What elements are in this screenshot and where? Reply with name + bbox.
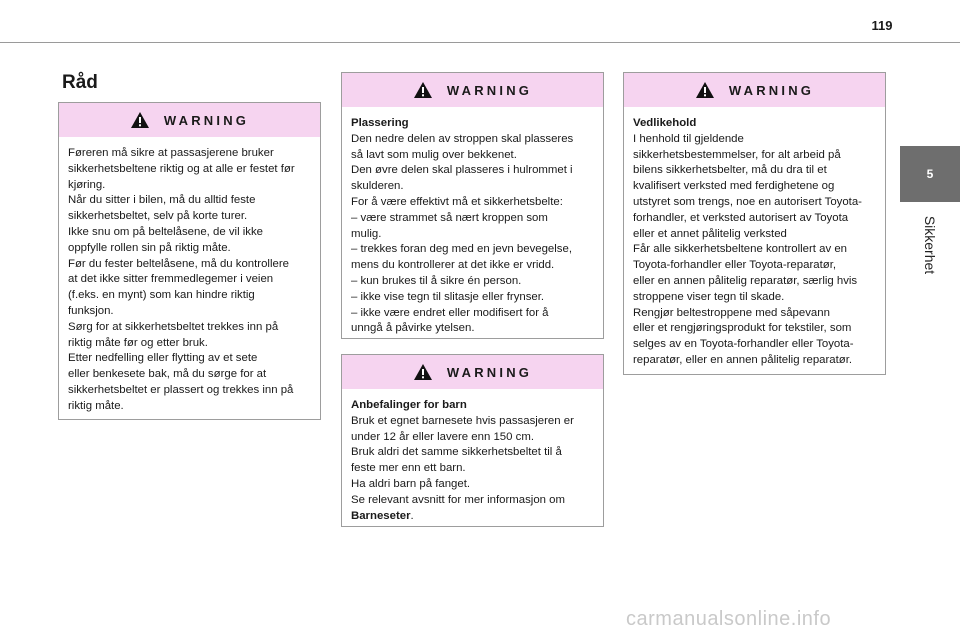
warning-text-line: Toyota-forhandler eller Toyota-reparatør, — [633, 259, 837, 272]
warning-text — [68, 146, 311, 415]
warning-triangle-icon — [130, 111, 150, 129]
warning-text-line: stroppene viser tegn til skade. — [633, 290, 785, 303]
warning-text-line: eller benkesete bak, må du sørge for at — [68, 368, 267, 381]
warning-text-line: Bruk et egnet barnesete hvis passasjeren er — [351, 414, 574, 427]
warning-text-line: For å være effektivt må et sikkerhetsbelte: — [351, 195, 563, 208]
warning-text-line: – trekkes foran deg med en jevn bevegelse, — [351, 243, 572, 256]
warning-box-children — [341, 354, 604, 527]
warning-text-line: Når du sitter i bilen, må du alltid feste — [68, 194, 256, 207]
warning-text-line: reparatør, eller en annen pålitelig reparatør. — [633, 353, 853, 366]
warning-text-line: sikkerhetsbeltene riktig og at alle er festet før — [68, 162, 295, 175]
warning-text-line: Den øvre delen skal plasseres i hulrommet i — [351, 164, 573, 177]
page-number: 119 — [871, 18, 893, 33]
warning-header — [624, 73, 885, 107]
warning-text-line: forhandler, et verksted autorisert av Toyota — [633, 211, 849, 224]
warning-title: WARNING — [163, 112, 250, 128]
warning-text-line: at det ikke sitter fremmedlegemer i veien — [68, 273, 274, 286]
header-divider — [0, 42, 960, 43]
warning-text-line: sikkerhetsbeltet er plassert og trekkes inn på — [68, 383, 294, 396]
warning-text — [633, 116, 876, 369]
warning-triangle-icon — [413, 81, 433, 99]
warning-text-line: sikkerhetsbeltet, selv på korte turer. — [68, 210, 248, 223]
warning-title: WARNING — [446, 364, 533, 380]
watermark: carmanualsonline.info — [626, 608, 832, 630]
warning-body — [342, 389, 603, 532]
warning-text-line: under 12 år eller lavere enn 150 cm. — [351, 430, 534, 443]
warning-text-line: kjøring. — [68, 178, 106, 191]
warning-text-line: Ikke snu om på beltelåsene, de vil ikke — [68, 225, 264, 238]
warning-text-line: selges av en Toyota-forhandler eller Toyota- — [633, 338, 854, 351]
warning-text-line: eller en annen pålitelig reparatør, særlig hvis — [633, 274, 858, 287]
warning-text-line: riktig måte før og etter bruk. — [68, 336, 208, 349]
warning-text-line: unngå å påvirke ytelsen. — [351, 322, 475, 335]
warning-text-line: – kun brukes til å sikre én person. — [351, 274, 522, 287]
warning-text-line: eller et annet pålitelig verksted — [633, 227, 787, 240]
warning-text-line: bilens sikkerhetsbelter, må du dra til et — [633, 164, 827, 177]
warning-heading: Anbefalinger for barn — [351, 399, 467, 411]
warning-text-line: oppfylle rollen sin på riktig måte. — [68, 241, 231, 254]
warning-text-line: mens du kontrollerer at det ikke er vridd. — [351, 259, 555, 272]
warning-box-general — [58, 102, 321, 420]
warning-text-line: Ha aldri barn på fanget. — [351, 477, 471, 490]
warning-heading: Plassering — [351, 117, 409, 129]
warning-text-line: eller et rengjøringsprodukt for tekstiler, som — [633, 322, 852, 335]
warning-box-placement — [341, 72, 604, 339]
warning-text-line: så lavt som mulig over bekkenet. — [351, 148, 517, 161]
warning-header — [59, 103, 320, 137]
warning-text-line: . — [410, 509, 414, 522]
warning-body — [624, 107, 885, 377]
warning-text-line: riktig måte. — [68, 399, 124, 412]
chapter-title: Sikkerhet — [922, 215, 938, 275]
warning-text-line: Etter nedfelling eller flytting av et sete — [68, 352, 258, 365]
warning-text-line: (f.eks. en mynt) som kan hindre riktig — [68, 289, 255, 302]
chapter-number: 5 — [926, 167, 934, 181]
warning-text-line: feste mer enn ett barn. — [351, 462, 466, 475]
warning-heading: Vedlikehold — [633, 117, 697, 129]
warning-text-line: Bruk aldri det samme sikkerhetsbeltet til å — [351, 446, 562, 459]
warning-text-line: – være strammet så nært kroppen som — [351, 211, 548, 224]
warning-text-line: – ikke være endret eller modifisert for å — [351, 306, 549, 319]
warning-text-line: Rengjør beltestroppene med såpevann — [633, 306, 830, 319]
warning-title: WARNING — [446, 82, 533, 98]
warning-text-line: utstyret som trengs, noe en autorisert Toyota- — [633, 195, 862, 208]
warning-text-line: skulderen. — [351, 180, 404, 193]
warning-triangle-icon — [695, 81, 715, 99]
warning-text-line: I henhold til gjeldende — [633, 132, 744, 145]
warning-text-line: Se relevant avsnitt for mer informasjon om — [351, 493, 565, 506]
warning-text-line: Føreren må sikre at passasjerene bruker — [68, 147, 274, 159]
warning-text-line: kvalifisert verksted med ferdighetene og — [633, 180, 835, 193]
warning-text-line: mulig. — [351, 227, 382, 240]
warning-text-line: sikkerhetsbestemmelser, for alt arbeid på — [633, 148, 841, 161]
warning-body — [59, 137, 320, 423]
warning-header — [342, 73, 603, 107]
warning-text — [351, 116, 594, 337]
warning-body — [342, 107, 603, 345]
warning-text-line: Den nedre delen av stroppen skal plasseres — [351, 132, 574, 145]
section-title: Råd — [62, 72, 98, 93]
warning-text-line: – ikke vise tegn til slitasje eller frynser. — [351, 290, 545, 303]
warning-text-line: Sørg for at sikkerhetsbeltet trekkes inn på — [68, 320, 279, 333]
warning-box-maintenance — [623, 72, 886, 375]
warning-triangle-icon — [413, 363, 433, 381]
warning-title: WARNING — [728, 82, 815, 98]
chapter-tab[interactable] — [900, 146, 960, 202]
reference-link-child-seats[interactable]: Barneseter — [351, 509, 411, 522]
warning-text-line: Før du fester beltelåsene, må du kontrollere — [68, 257, 289, 270]
warning-text-line: funksjon. — [68, 304, 114, 317]
warning-text — [351, 398, 594, 524]
warning-text-line: Får alle sikkerhetsbeltene kontrollert av en — [633, 243, 847, 256]
warning-header — [342, 355, 603, 389]
